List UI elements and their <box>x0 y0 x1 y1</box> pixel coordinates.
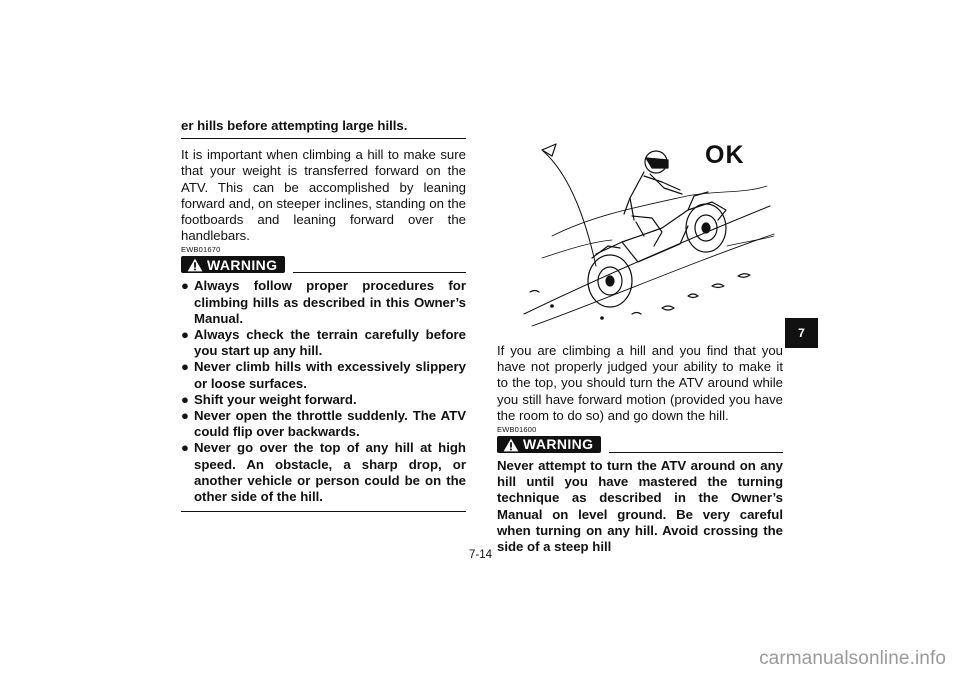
warning-badge <box>181 256 285 273</box>
warning-item: ● Never climb hills with excessively slippery or loose surfaces. <box>181 359 466 391</box>
warning-item: ● Never open the throttle suddenly. The ATV could flip over backwards. <box>181 408 466 440</box>
bullet-icon: ● <box>181 327 189 343</box>
warning-label: WARNING <box>523 436 594 453</box>
page-number: 7-14 <box>469 549 493 561</box>
warning-rule <box>293 272 466 273</box>
warning-item: ● Shift your weight forward. <box>181 391 357 407</box>
warning-item: ● Always follow proper procedures for climbing hills as described in this Owner’s Manual. <box>181 278 466 326</box>
warning-triangle-icon <box>187 258 203 272</box>
chapter-tab: 7 <box>785 318 818 348</box>
warning-badge <box>497 436 601 453</box>
bullet-icon: ● <box>181 391 189 407</box>
ok-label: OK <box>705 141 745 169</box>
warning-header <box>497 435 783 454</box>
bullet-icon: ● <box>181 440 189 456</box>
warning-item: ● Never go over the top of any hill at high speed. An obstacle, a sharp drop, or another vehicle or person could be on the other side of the hill. <box>181 440 466 505</box>
warning-list <box>181 278 466 505</box>
warning-code: EWB01600 <box>497 425 537 435</box>
warning-header <box>181 255 466 274</box>
left-column <box>181 118 466 512</box>
bullet-icon: ● <box>181 408 189 424</box>
warning-end-rule <box>181 511 466 512</box>
bullet-icon: ● <box>181 359 189 375</box>
climbing-paragraph: It is important when climbing a hill to make sure that your weight is transferred forward on the ATV. This can be accomplished by leaning forward and, on steeper inclines, standing on the footboards and leaning forward over the handlebars. <box>181 147 466 244</box>
lead-text: er hills before attempting large hills. <box>181 118 408 133</box>
warning-code: EWB01670 <box>181 245 221 255</box>
warning-label: WARNING <box>207 256 278 273</box>
right-column <box>497 343 783 555</box>
warning-triangle-icon <box>503 438 519 452</box>
turning-warning-text: Never attempt to turn the ATV around on any hill until you have mastered the turning technique as described in the Owner’s Manual on level ground. Be very careful when turning on any hill. Avoid crossing the side of a steep hill <box>497 458 783 555</box>
bullet-icon: ● <box>181 278 189 294</box>
warning-rule <box>609 452 783 453</box>
turn-around-paragraph: If you are climbing a hill and you find that you have not properly judged your ability to make it to the top, you should turn the ATV around while you still have forward motion (provided you have the room to do so) and go down the hill. <box>497 343 783 423</box>
section-rule <box>181 138 466 139</box>
watermark: carmanualsonline.info <box>759 648 946 669</box>
atv-hill-climb-illustration <box>512 136 780 336</box>
warning-item: ● Always check the terrain carefully before you start up any hill. <box>181 327 466 359</box>
